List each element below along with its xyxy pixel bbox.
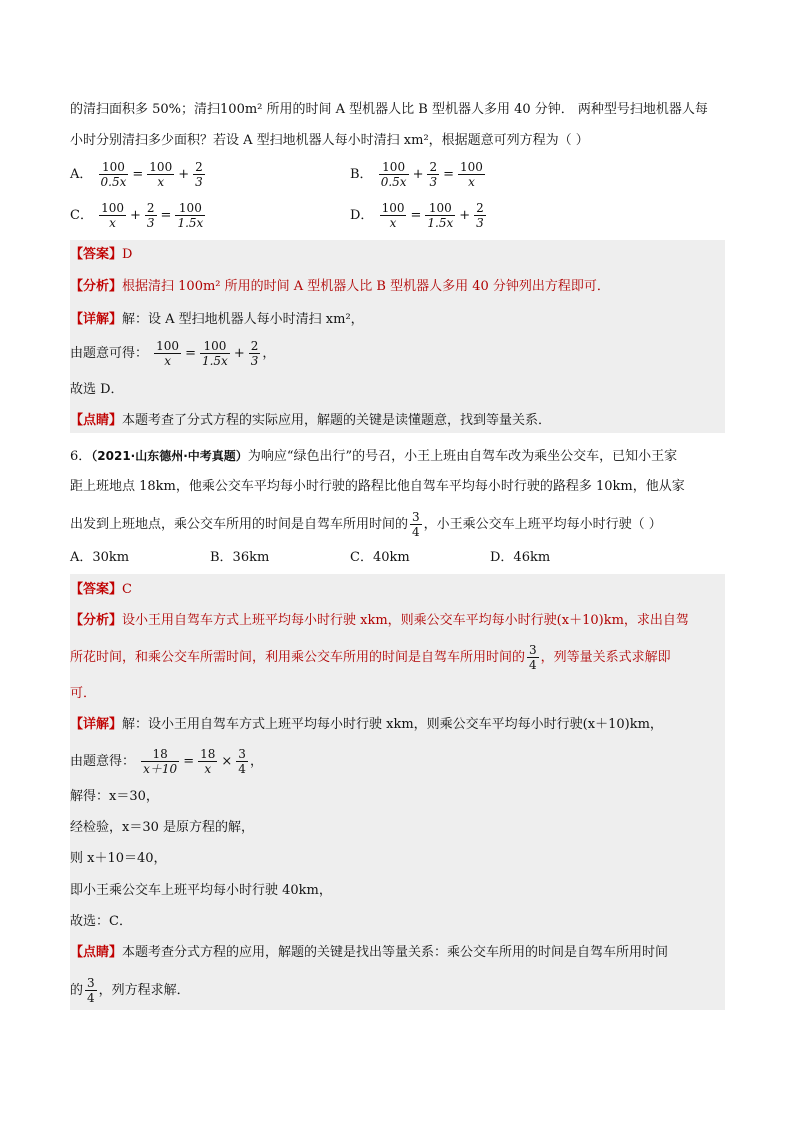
option-a: A．30km	[70, 550, 130, 565]
option-c: C．40km	[350, 550, 410, 565]
detail-line: 故选 D．	[70, 382, 124, 397]
analysis-line: 【分析】设小王用自驾车方式上班平均每小时行驶 xkm，则乘公交车平均每小时行驶(x＋10)km，求出自驾	[70, 613, 689, 628]
equation-line: 由题意可得： $\frac{100}{x}$ = $\frac{100}{1.5x}$ + $\frac{2}{3}$ ，	[70, 339, 276, 368]
detail-line: 经检验，x＝30 是原方程的解，	[70, 820, 255, 835]
option-b: B． $\frac{100}{0.5x}$ + $\frac{2}{3}$ = $\frac{100}{x}$	[350, 160, 483, 189]
question-text-line: 小时分别清扫多少面积？若设 A 型扫地机器人每小时清扫 xm²，根据题意可列方程为（ ）	[70, 133, 589, 148]
answer-line: 【答案】D	[70, 247, 133, 262]
analysis-line: 可．	[70, 686, 97, 701]
analysis-line: 所花时间，和乘公交车所需时间，利用乘公交车所用的时间是自驾车所用时间的 $\frac{3}{4}$ ，列等量关系式求解即	[70, 643, 671, 672]
option-d: D．46km	[490, 550, 551, 565]
option-a: A． $\frac{100}{0.5x}$ = $\frac{100}{x}$ + $\frac{2}{3}$	[70, 160, 203, 189]
option-b: B．36km	[210, 550, 270, 565]
comment-line: 【点睛】本题考查分式方程的应用，解题的关键是找出等量关系：乘公交车所用的时间是自驾车所用时间	[70, 945, 669, 960]
detail-line: 则 x＋10＝40，	[70, 851, 167, 866]
comment-line: 【点睛】本题考查了分式方程的实际应用，解题的关键是读懂题意，找到等量关系．	[70, 413, 552, 428]
detail-line: 即小王乘公交车上班平均每小时行驶 40km，	[70, 883, 332, 898]
equation-line: 由题意得： $\frac{18}{x+10}$ = $\frac{18}{x}$ × $\frac{3}{4}$ ，	[70, 747, 263, 776]
question-text-line: 距上班地点 18km，他乘公交车平均每小时行驶的路程比他自驾车平均每小时行驶的路程多 10km，他从家	[70, 479, 685, 494]
option-d: D． $\frac{100}{x}$ = $\frac{100}{1.5x}$ + $\frac{2}{3}$	[350, 201, 484, 230]
detail-line: 【详解】解：设小王用自驾车方式上班平均每小时行驶 xkm，则乘公交车平均每小时行驶(x＋10)km，	[70, 717, 663, 732]
question-text-line: 6．（2021·山东德州·中考真题）为响应“绿色出行”的号召，小王上班由自驾车改为乘坐公交车，已知小王家	[70, 449, 678, 464]
detail-line: 故选：C．	[70, 914, 132, 929]
solution-block	[70, 240, 725, 433]
detail-line: 解得：x＝30，	[70, 789, 159, 804]
question-text-line: 的清扫面积多 50%；清扫100m² 所用的时间 A 型机器人比 B 型机器人多用 40 分钟． 两种型号扫地机器人每	[70, 102, 708, 117]
question-text-line: 出发到上班地点，乘公交车所用的时间是自驾车所用时间的 $\frac{3}{4}$ ，小王乘公交车上班平均每小时行驶（ ）	[70, 510, 662, 539]
comment-line: 的 $\frac{3}{4}$ ，列方程求解．	[70, 976, 190, 1005]
option-c: C． $\frac{100}{x}$ + $\frac{2}{3}$ = $\frac{100}{1.5x}$	[70, 201, 204, 230]
answer-line: 【答案】C	[70, 582, 132, 597]
analysis-line: 【分析】根据清扫 100m² 所用的时间 A 型机器人比 B 型机器人多用 40 分钟列出方程即可．	[70, 279, 610, 294]
detail-line: 【详解】解：设 A 型扫地机器人每小时清扫 xm²，	[70, 312, 364, 327]
